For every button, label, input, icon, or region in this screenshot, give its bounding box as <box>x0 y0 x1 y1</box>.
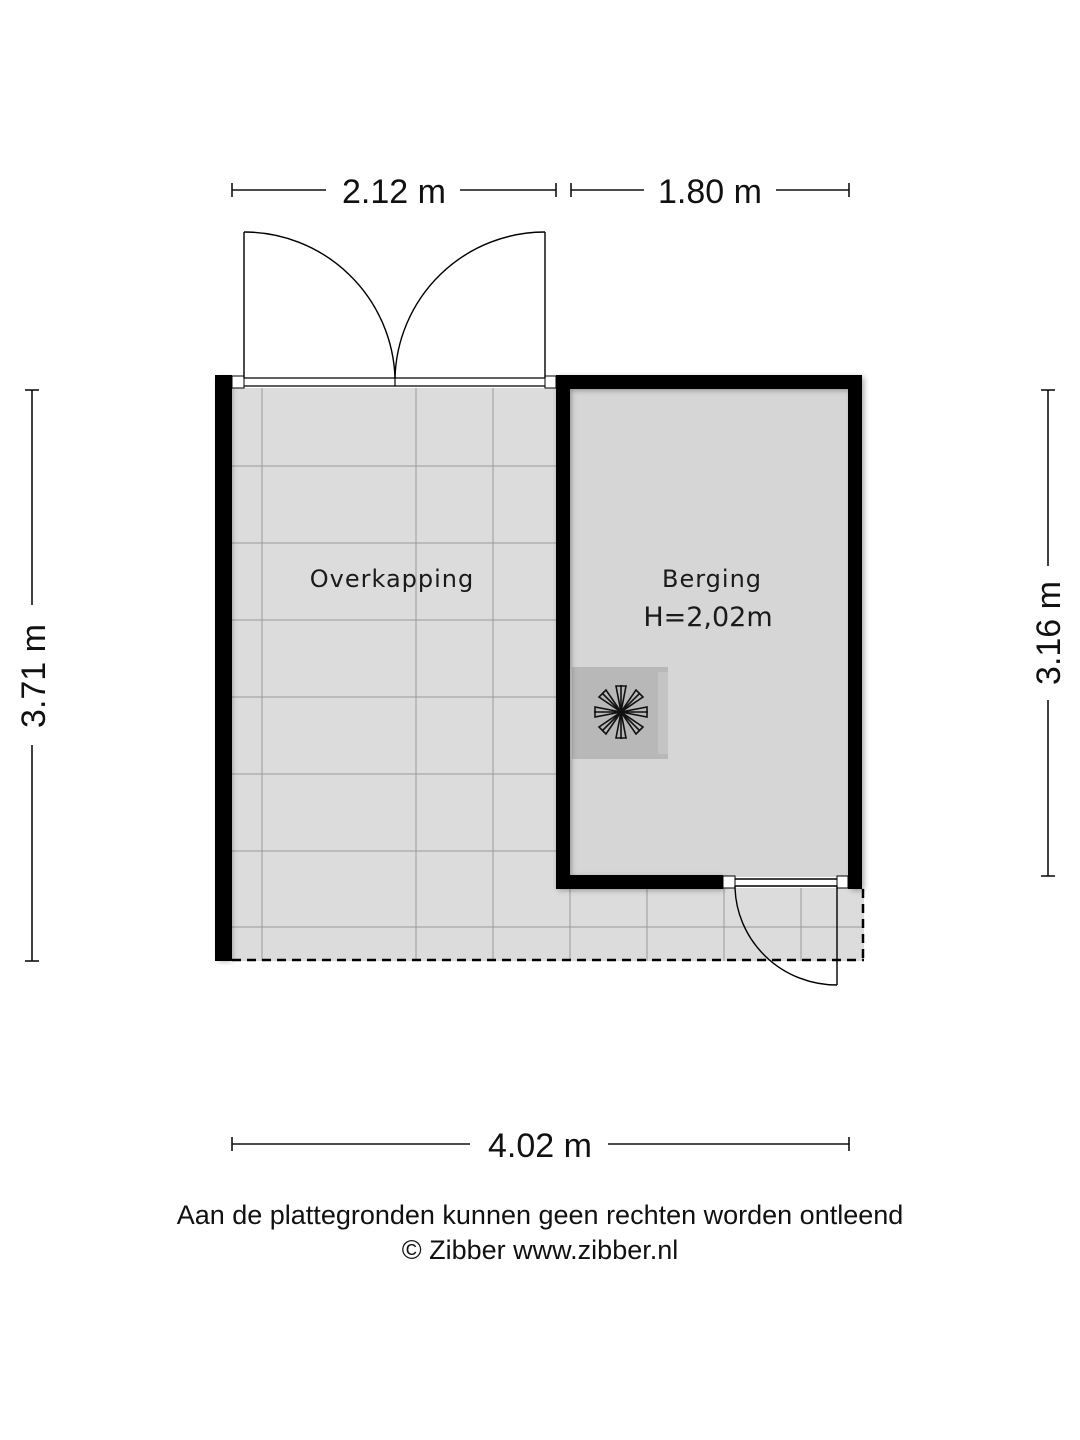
room-label-overkapping: Overkapping <box>309 565 475 593</box>
dimension-top-left: 2.12 m <box>342 173 446 211</box>
door-threshold-top <box>244 378 545 386</box>
fan-icon <box>572 667 668 759</box>
dimension-top-right: 1.80 m <box>658 173 762 211</box>
copyright-text: © Zibber www.zibber.nl <box>401 1235 679 1265</box>
dimension-bottom: 4.02 m <box>488 1127 592 1165</box>
room-height-berging: H=2,02m <box>643 602 773 633</box>
dimension-left: 3.71 m <box>15 624 53 728</box>
room-label-berging: Berging <box>661 565 763 593</box>
double-door-icon <box>244 232 545 378</box>
dimension-right: 3.16 m <box>1030 581 1068 685</box>
disclaimer-text: Aan de plattegronden kunnen geen rechten worden ontleend <box>176 1200 904 1230</box>
